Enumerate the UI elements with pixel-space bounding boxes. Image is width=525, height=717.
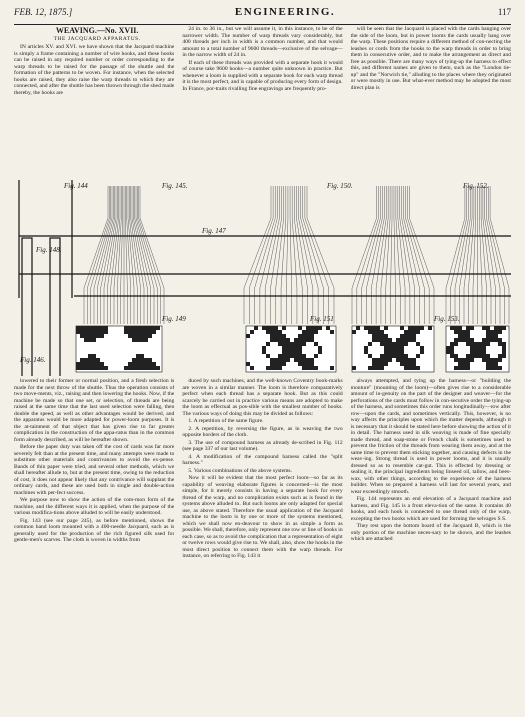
fig-148-label: Fig. 148. [36, 246, 62, 254]
paragraph: always attempted, and tying up the harness—or "building the monture" (mounting of the loom)—often gives rise to a considerable amount of in-genuity on the part of the designer and weaver—for the perforations of the cards must follow in con-secutive order the tying-up of the harness, and sometimes this order runs longitudinally—row after row—upon the cards, and sometimes vertically. This, however, is no way affects the principles upon which the matter depends, although it is necessary that it should be stated here before showing the action of it in detail. The harness used in silk weaving is made of fine specially made thread, and soap-stone or French chalk is sometimes used to prevent the friction of the threads from wearing them away, and at the same time to prevent them sticking together, and causing defects in the weav-ing. Strong thread is used in power looms, and it is usually dressed so as to resemble cat-gut. This is effected by dressing or sealing it, the principal ingredients being linseed oil, tallow, and bees-wax, with other things, according to the experience of the harness builder. When so prepared a harness will last for several years, and wear exceedingly smooth. [350, 378, 511, 495]
article-subtitle: THE JACQUARD APPARATUS. [53, 36, 141, 42]
bottom-column-3 [351, 378, 511, 712]
paragraph: They rest upon the bottom board of the Jacquard B, which is the only portion of the machine neces-sary to be shown, and the leashes which are attached [350, 523, 511, 542]
bottom-column-1 [14, 378, 174, 712]
paragraph: 24 in. to 36 in., but we will assume it, in this instance, to be of the narrower width. The number of warp threads vary considerably, but 400 threads per inch in width is a common number, and that would amount to a total number of 9600 threads—exclusive of the selvage—in the narrow width of 24 in. [182, 26, 343, 58]
fig-146-label: Fig. 146. [20, 356, 46, 364]
top-column-3 [351, 26, 511, 176]
paragraph: If each of these threads was provided with a separate hook it would of course take 9600 hooks—a number quite unknown in practice. But whenever a loom is supplied with a separate hook for each warp thread it is the most perfect, and is capable of producing every form of design. In France, por-traits rivalling fine engravings are frequently pro- [182, 59, 343, 92]
top-text-columns [14, 26, 511, 176]
list-item: 2. A repetition, by reversing the figure, as in weaving the two opposite borders of the cloth. [182, 425, 343, 438]
paragraph: Now it will be evident that the most perfect loom—so far as its capability of weaving elaborate figures is concerned—is the most simple, for it merely consists in having a separate hook for every thread of the warp, and no complication exists such as is found in the systems above alluded to. But such looms are only adapted for special use, as above stated. Therefore the usual application of the Jacquard machine to the loom is by one or more of the systems mentioned, which we shall now en-deavour to show in as simple a form as possible. We shall, therefore, only represent one row or line of hooks in each case, so as to avoid the complication that a representation of eight or twelve rows would give rise to. We shall, also, show the hooks in the most direct position to connect them with the warp threads. For instance, on referring to Fig. 143 it [182, 475, 343, 559]
list-item: 3. The use of compound harness as already de-scribed in Fig. 112 (see page 337 of our last volume). [182, 439, 343, 452]
fig-151-label: Fig. 151 [310, 315, 334, 323]
paragraph: lowered to their former or normal position, and a fresh selection is made for the next throw of the shuttle. Thus the operation consists of two move-ments, viz., raising and then lowering the hooks. Now, if the machine be made so that one set, or selection, of threads are being raised at the same time that the last used selection were falling, then double the speed, as well as other advantages would be derived, and the apparatus would be more adapted for power-loom purposes. It is the at-tainment of that object that has given rise to far greater complication in the construction of the appa-ratus than in the common form already described, as will be hereafter shown. [14, 378, 175, 443]
top-column-1 [14, 26, 174, 176]
paragraph: duced by such machines, and the well-known Coventry book-marks are woven in a similar manner. The loom is therefore comparatively perfect when each thread has a separate hook. But as this could scarcely be carried out in practice various means are adopted to make the loom as effectual as pos-sible with the smallest number of hooks. The various ways of doing this may be divided as follows: [182, 378, 343, 417]
fig-144-label: Fig. 144 [64, 182, 88, 190]
paragraph: Fig. 144 represents an end elevation of a Jacquard machine and harness, and Fig. 145 is a front eleva-tion of the same. It contains 40 hooks, and each hook is connected to one thread only of the warp, excepting the two hooks which are used for forming the selvages S S. [350, 496, 511, 522]
paragraph: We purpose now to show the action of the com-mon form of the machine, and the different ways it is applied, when the purpose of the various modifica-tions above alluded to will be easily understood. [14, 497, 175, 516]
header-title: ENGINEERING. [234, 6, 336, 18]
engraving-figures [14, 178, 511, 376]
header-page-number: 117 [497, 7, 511, 17]
fig-147-label: Fig. 147 [202, 227, 226, 235]
list-item: 1. A repetition of the same figure. [188, 418, 264, 424]
fig-149-label: Fig. 149 [162, 315, 186, 323]
jacquard-harness-illustration [14, 178, 511, 376]
paragraph: Before the paper duty was taken off the cost of cards was far more severely felt than at the present time, and many attempts were made to substitute other materials and contrivances to avoid the ex-pense. Bands of thin paper were tried, and several other methods, which we shall hereafter allude to, but at the present time, owing to the reduction of cost, it does not appear likely that any contrivance will supplant the ordinary cards, and these are used both in single and double-action machines with per-fect success. [14, 444, 175, 496]
article-title: WEAVING.—No. XVII. [55, 26, 139, 35]
fig-153-label: Fig. 153. [434, 315, 460, 323]
top-column-2 [182, 26, 342, 176]
fig-145-label: Fig. 145. [162, 182, 188, 190]
bottom-text-columns [14, 378, 511, 712]
paragraph: Fig. 143 (see our page 245), as before mentioned, shows the common hand loom mounted with a 400-needle Jacquard, such as is generally used for the production of the rich figured silk used for gentle-men's scarves. The cloth is woven in widths from [14, 517, 175, 543]
fig-150-label: Fig. 150. [327, 182, 353, 190]
paragraph: IN articles XV. and XVI. we have shown that the Jacquard machine is simply a frame containing a number of wire hooks, and these hooks can be raised in any required number or order corresponding to the warp threads to be raised for the passage of the shuttle and the formation of the patterns to be woven. For instance, when the selected hooks are raised, they also raise the warp threads to which they are connected, and after the shuttle has been thrown through the shed made thereby, the hooks are [14, 44, 175, 96]
header-date: FEB. 12, 1875.] [14, 7, 73, 17]
bottom-column-2 [182, 378, 342, 712]
list-item: 5. Various combinations of the above systems. [188, 467, 293, 474]
fig-152-label: Fig. 152. [463, 182, 489, 190]
paragraph: will be seen that the Jacquard is placed with the cards hanging over the side of the loom, but in power looms the cards usually hang over the warp. These positions require a different method of con-necting the leashes or cords from the hooks to the warp threads in order to bring them in consecutive order, and to make the arrangement as direct and free as possible. There are many ways of tying-up the harness to effect this, and different names are given to them, such as the "London tie-up" and the "Norwich tie," alluding to the places where they originated or were mostly in use. But what-ever method may be adopted the most direct plan is [350, 26, 511, 91]
page-header [14, 6, 511, 25]
list-item: 4. A modification of the compound harness called the "split harness." [182, 453, 343, 466]
